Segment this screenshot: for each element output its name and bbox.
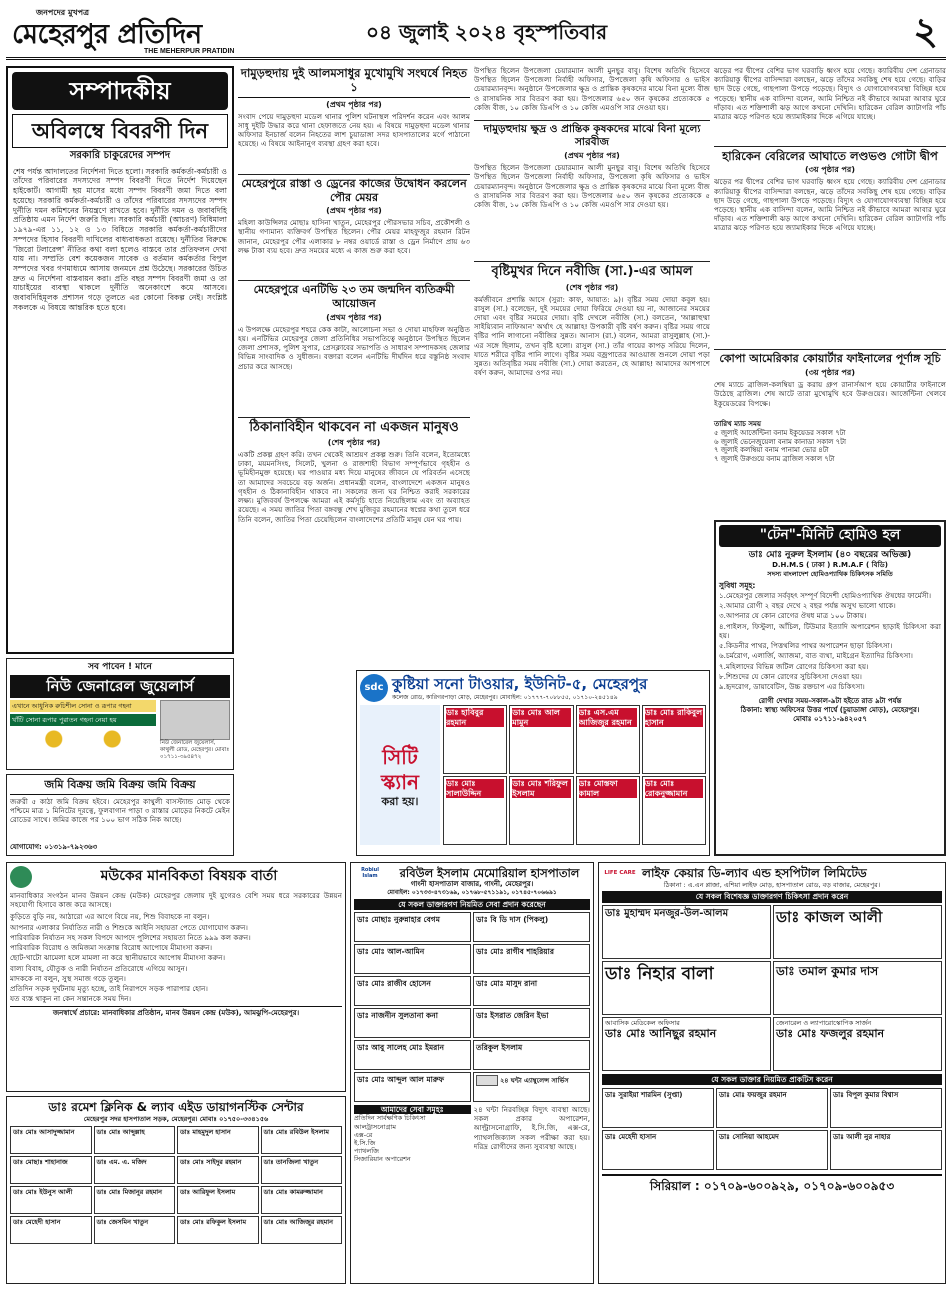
robiul-phone: মোবাইল: ০১৭৩৩-৪৭৩১৬৯, ০১৭৬৮-৫৭১১৯১, ০১৭৪৫-৭০৬৬৯১	[387, 889, 557, 897]
sdc-big1: সিটি	[382, 745, 418, 769]
robiul-hospital-ad	[350, 862, 594, 1284]
lifecare-address: ঠিকানা : এ.এন প্লাজা, এশিয়া লাইফ মোড়, হাসপাতাল রোড, বড় বাজার, মেহেরপুর।	[663, 881, 881, 889]
homeo-title: "টেন"-মিনিট হোমিও হল	[719, 525, 941, 547]
ambulance-icon	[476, 1075, 498, 1086]
robiul-doctor: ডাঃ মোছাঃ নুরুন্নাহার বেগম	[354, 912, 471, 942]
sdc-address: কলেজ রোড, কারিগরপাড়া মোড়, মেহেরপুর। মোবাইল: ০১৭৭৭-৭০৮৮৫৫, ০১৭১০-২৪৫১৪৯	[392, 693, 618, 701]
human-rights-point: আপনার এলাকার নির্যাতিত নারী ও শিশুকে আইনি সহায়তা পেতে যোগাযোগ করুন।	[10, 922, 248, 932]
editorial-label: সম্পাদকীয়	[12, 72, 228, 110]
masthead	[6, 6, 946, 60]
masthead-name: মেহেরপুর প্রতিদিন	[12, 19, 202, 50]
article-homeless-headline: ঠিকানাবিহীন থাকবেন না একজন মানুষও	[249, 419, 459, 435]
ramesh-subtitle: মেহেরপুর সদর হাসপাতাল সড়ক, মেহেরপুর। মোবাঃ ০১৭৫০-৩৩৪১৫৬	[83, 1115, 269, 1123]
robiul-service: এক্স-রে	[354, 1130, 373, 1139]
ramesh-doctor: ডাঃ আরিফুল ইসলাম	[177, 1186, 259, 1214]
robiul-service: প্রতিদিন সার্বক্ষণিক চিকিৎসা	[354, 1114, 426, 1123]
homeo-item: ১.মেহেরপুর জেলার সর্ববৃহৎ সম্পূর্ণ বিদেশী হোমিওপ্যাথিক ঔষধের ফার্মেসী।	[719, 591, 932, 600]
ramesh-doctor: ডাঃ মোঃ কামরুজ্জামান	[261, 1186, 343, 1214]
robiul-doctor: ডাঃ মোঃ আব্দুল আল মারুফ	[354, 1072, 471, 1102]
article-collision-headline: দামুড়হুদায় দুই আলমসাধুর মুখোমুখি সংঘর্ষে নিহত ১	[238, 66, 470, 98]
doctor-name: ডাঃ নিহার বালা	[605, 963, 714, 984]
ramesh-clinic-ad	[6, 1096, 346, 1284]
homeo-ad	[714, 520, 946, 856]
gold-ornament-icon	[10, 728, 156, 750]
human-rights-point: মাদককে না বলুন, সুস্থ সমাজ গড়ে তুলুন।	[10, 973, 126, 983]
col3-top-text: উপস্থিত ছিলেন উপজেলা চেয়ারম্যান আলী মুনছুর বাবু। বিশেষ অতিথি হিসেবে উপস্থিত ছিলেন উপজেলা নির্বাহী অফিসার, উপজেলা কৃষি অফিসার ও ভাইস চেয়ারম্যানবৃন্দ। অনুষ্ঠানে উপজেলার ক্ষুদ্র ও প্রান্তিক কৃষকদের মাঝে বিনা মূল্যে বীজ ও রাসায়নিক সার বিতরণ করা হয়। উপজেলার ৬৫০ জন কৃষকের প্রত্যেককে ৫ কেজি বীজ, ১০ কেজি ডিএপি ও ১০ কেজি এমওপি সার দেওয়া হয়।	[474, 66, 710, 112]
editorial-column	[6, 66, 234, 654]
homeo-degree: D.H.M.S ( ঢাকা ) R.M.A.F ( বিডি)	[772, 560, 888, 569]
ramesh-doctor: ডাঃ মোঃ সাইদুর রহমান	[177, 1156, 259, 1184]
homeo-item: ৬.চর্মরোগ, এলার্জি, অ্যাজমা, বাত ব্যথা, মাইগ্রেন ইত্যাদির চিকিৎসা।	[719, 651, 913, 661]
doctor-name: ডাঃ মোঃ রাকিবুল হাসান	[644, 708, 703, 727]
article-seed-body: উপস্থিত ছিলেন উপজেলা চেয়ারম্যান আলী মুনছুর বাবু। বিশেষ অতিথি হিসেবে উপস্থিত ছিলেন উপজেলা নির্বাহী অফিসার, উপজেলা কৃষি অফিসার ও ভাইস চেয়ারম্যানবৃন্দ। অনুষ্ঠানে উপজেলার ক্ষুদ্র ও প্রান্তিক কৃষকদের মাঝে বিনা মূল্যে বীজ ও রাসায়নিক সার বিতরণ করা হয়। উপজেলার ৬৫০ জন কৃষকের প্রত্যেককে ৫ কেজি বীজ, ১০ কেজি ডিএপি ও ১০ কেজি এমওপি সার দেওয়া হয়।	[474, 163, 710, 210]
sdc-doctor	[576, 776, 640, 845]
land-contact: যোগাযোগ: ০১৩১৯-৭৯২৩৬৩	[10, 842, 98, 851]
homeo-item: ৫.কিডনীর পাথর, পিত্তথলির পাথর অপারেশন ছাড়া চিকিৎসা।	[719, 641, 893, 651]
ramesh-doctor: ডাঃ মাহমুদুল হাসান	[177, 1126, 259, 1154]
ramesh-title: ডাঃ রমেশ ক্লিনিক & ল্যাব এইড ডায়াগনস্টিক সেন্টার	[48, 1100, 304, 1114]
robiul-doctor: ডাঃ মোঃ আল-আমিন	[354, 944, 471, 974]
ramesh-doctor: ডাঃ মোঃ রবিউল ইসলাম	[261, 1126, 343, 1154]
human-rights-point: কুড়িতে বুড়ি নয়, আঠারো এর আগে বিয়ে নয়, শিশু বিবাহকে না বলুন।	[10, 912, 210, 922]
robiul-service: প্যাথলজি	[354, 1146, 379, 1155]
homeo-item: ৯.হৃদরোগ, ডায়াবেটিস, উচ্চ রক্তচাপ এর চিকিৎসা।	[719, 681, 865, 691]
article-hurricane-headline: হারিকেন বেরিলের আঘাতে লণ্ডভণ্ড গোটা দ্বীপ	[722, 149, 938, 163]
sdc-doctor	[443, 705, 507, 774]
masthead-name-en: THE MEHERPUR PRATIDIN	[144, 48, 235, 55]
sdc-doctor	[509, 776, 573, 845]
robiul-doctor: ডাঃ আবু সালেহ মোঃ ইমরান	[354, 1040, 471, 1070]
continued-ref: (শেষ পৃষ্ঠার পর)	[327, 438, 381, 447]
robiul-service: আলট্রাসনোগ্রাম	[354, 1122, 396, 1131]
sdc-ad	[356, 670, 710, 856]
homeo-item: ৭.মহিলাদের বিভিন্ন জটিল রোগের চিকিৎসা করা হয়।	[719, 661, 869, 671]
ramesh-doctor: ডাঃ মোছাঃ শাহানাজ	[10, 1156, 92, 1184]
robiul-doctor: ডাঃ বি ডি দাস (পিকলু)	[473, 912, 590, 942]
article-rain-headline: বৃষ্টিমুখর দিনে নবীজি (সা.)-এর আমল	[491, 264, 693, 280]
robiul-doctor: ডাঃ মোঃ রাজীব হোসেন	[354, 976, 471, 1006]
ramesh-doctor: ডাঃ জেসমিন খাতুন	[94, 1216, 176, 1244]
sdc-doctor	[642, 705, 706, 774]
article-copa-headline: কোপা আমেরিকার কোয়ার্টার ফাইনালের পূর্ণাঙ্গ সূচি	[719, 352, 941, 366]
ramesh-doctor: ডাঃ তানজিলা খাতুন	[261, 1156, 343, 1184]
doctor-name: ডাঃ মুহাম্মদ মনজুর-উল-আলম	[605, 907, 729, 919]
copa-fixture: ৭ জুলাই কলম্বিয়া বনাম পানামা ভোর ৪টা	[714, 446, 829, 455]
robiul-doctor: ডাঃ নাজনীন সুলতানা কনা	[354, 1008, 471, 1038]
lifecare-doctor	[773, 905, 942, 959]
robiul-address: গাংনী হাসপাতাল বাজার, গাংনী, মেহেরপুর।	[410, 880, 534, 889]
lifecare-doctor	[773, 961, 942, 1015]
lifecare-doctor	[602, 905, 771, 959]
article-collision-body: সংবাদ পেয়ে দামুড়হুদা মডেল থানার পুলিশ ঘটনাস্থল পরিদর্শন করেন এবং আলম সাধু দুইটি উদ্ধার করে থানা হেফাজতে নেয় হয়। এ বিষয়ে দামুড়হুদা মডেল থানার অফিসার ইনচার্জ বলেন নিহতের লাশ চুয়াডাঙ্গা সদর হাসপাতালের মর্গে পাঠানো হয়েছে। এ বিষয়ে আইনানুগ ব্যবস্থা গ্রহণ করা হবে।	[238, 111, 470, 149]
lifecare-small-doctor: ডাঃ সুরাইয়া শারমিন (সুপ্তা)	[602, 1088, 714, 1128]
jewellers-top: সব পাবেন ! মানে	[88, 662, 152, 672]
robiul-logo-icon: Robiul Islam	[361, 866, 379, 880]
ramesh-doctor: ডাঃ মোঃ মিজানুর রহমান	[94, 1186, 176, 1214]
lifecare-ad	[598, 862, 946, 1284]
doctor-name: ডাঃ এস.এম আজিজুর রহমান	[579, 708, 637, 727]
ramesh-doctor: ডাঃ মোঃ রফিকুল ইসলাম	[177, 1216, 259, 1244]
ramesh-doctor: ডাঃ মোঃ আসাদুজ্জামান	[10, 1126, 92, 1154]
human-rights-point: পারিবারিক বিরোধ ও জমিজমা সংক্রান্ত বিরোধ আপোষে মীমাংসা করুন।	[10, 943, 213, 953]
robiul-banner: যে সকল ডাক্তারগণ নিয়মিত সেবা প্রদান করেছেন	[354, 899, 590, 910]
ramesh-doctor: ডাঃ এম. এ. মজিদ	[94, 1156, 176, 1184]
lifecare-phone: সিরিয়াল : ০১৭০৯-৬০০৯২৯, ০১৭০৯-৬০০৯৫৩	[602, 1174, 942, 1194]
article-hurricane-body: ঝড়ের পর দ্বীপের বেশির ভাগ ঘরবাড়ি ধ্বংস হয়ে গেছে। ক্যারিবীয় দেশ গ্রেনাডার ক্যারিয়াকু দ্বীপের বাসিন্দারা বলছেন, ঝড়ে তাঁদের সবকিছু শেষ হয়ে গেছে। বাড়ির ছাদ উড়ে গেছে, গাছপালা উপড়ে পড়েছে। বিদ্যুৎ ও যোগাযোগব্যবস্থা বিচ্ছিন্ন হয়ে পড়েছে। স্থানীয় এক বাসিন্দা বলেন, আমি নিশ্চিত নই কীভাবে আমরা আবার ঘুরে দাঁড়াব। এত শক্তিশালী ঝড় আগে কখনো দেখিনি। হারিকেন বেরিল ক্যাটাগরি পাঁচ মাত্রার ঝড়ে পরিণত হয়ে জ্যামাইকার দিকে এগিয়ে যাচ্ছে।	[714, 177, 946, 233]
ramesh-doctor: ডাঃ মোঃ আব্দুল্লাহ	[94, 1126, 176, 1154]
ct-scan-block	[360, 705, 440, 845]
article-road-headline: মেহেরপুরে রাস্তা ও ড্রেনের কাজের উদ্বোধন করলেন পৌর মেয়র	[241, 176, 467, 204]
lifecare-title: লাইফ কেয়ার ডি-ল্যাব এন্ড হসপিটাল লিমিটেড	[642, 866, 867, 880]
article-ntv-headline: মেহেরপুরে এনটিভি ২৩ তম জন্মদিন ব্যতিক্রমী আয়োজন	[253, 283, 455, 310]
copa-fixture: ৬ জুলাই ভেনেজুয়েলা বনাম কানাডা সকাল ৭টা	[714, 437, 847, 446]
human-rights-ad	[6, 862, 346, 1092]
news-column-4	[714, 66, 946, 516]
lifecare-small-doctor: ডাঃ সোনিয়া আহমেদ	[716, 1130, 828, 1170]
doctor-name: ডাঃ তমাল কুমার দাস	[776, 963, 879, 978]
masthead-date: ০৪ জুলাই ২০২৪ বৃহস্পতিবার	[366, 20, 608, 44]
page-number: ২	[913, 9, 938, 53]
continued-ref: (শেষ পৃষ্ঠার পর)	[565, 282, 619, 292]
sdc-doctor	[443, 776, 507, 845]
doctor-name: ডাঃ হাবিবুর রহমান	[446, 708, 504, 727]
lifecare-doctor	[602, 961, 771, 1015]
editorial-body: শেষ পর্যন্ত আদালতের নির্দেশনা দিতে হলো। সরকারি কর্মকর্তা-কর্মচারী ও তাঁদের পরিবারের সদস্যদের সম্পদ বিবরণী দিতে নির্দেশ দিয়েছেন হাইকোর্ট। আগামী ছয় মাসের মধ্যে সম্পদ বিবরণী জমা দিতে বলা হয়েছে। সরকারি কর্মকর্তা-কর্মচারী ও তাঁদের পরিবারের সদস্যদের সম্পদ দুর্নীতি দমন কমিশনের নিয়ন্ত্রণে রাখতে হবে। দুর্নীতি দমন ও জবাবদিহি প্রতিষ্ঠায় এমন নির্দেশ জরুরি ছিল। সরকারি কর্মচারী (আচরণ) বিধিমালা ১৯৭৯-এর ১১, ১২ ও ১৩ বিধিতে সরকারি কর্মকর্তা-কর্মচারীদের সম্পদের হিসাব বিবরণী দাখিলের বাধ্যবাধকতা রয়েছে। দুর্নীতির বিরুদ্ধে 'জিরো টলারেন্স' নীতির কথা বলা হলেও বাস্তবে তার প্রতিফলন দেখা যায় না। সম্প্রতি বেশ কয়েকজন সাবেক ও বর্তমান কর্মকর্তার বিপুল সম্পদের খবর গণমাধ্যমে আসায় জনমনে প্রশ্ন উঠেছে। সরকারের উচিত দ্রুত এ নির্দেশনা বাস্তবায়ন করা। প্রতি বছর সম্পদ বিবরণী জমা ও তা যাচাইয়ের ব্যবস্থা থাকলে দুর্নীতি অনেকাংশে কমে আসবে। জবাবদিহিমূলক প্রশাসন গড়ে তুলতে এর কোনো বিকল্প নেই। সংশ্লিষ্ট সকলকে এ বিষয়ে আন্তরিক হতে হবে।	[13, 166, 227, 312]
robiul-notes: ২৪ ঘন্টা নিরবচ্ছিন্ন বিদ্যুৎ ব্যবস্থা আছে। সকল প্রকার অপারেশন, আল্ট্রাসনোগ্রাফি, ই.সি.জি, এক্স-রে, প্যাথলজিক্যাল সকল পরীক্ষা করা হয়। দরিদ্র রোগীদের জন্য সুব্যবস্থা আছে।	[473, 1105, 590, 1151]
robiul-title: রবিউল ইসলাম মেমোরিয়াল হাসপাতাল	[399, 866, 580, 880]
doctor-name: ডাঃ মোঃ আনিছুর রহমান	[605, 1027, 717, 1041]
continued-ref: (৩য় পৃষ্ঠার পর)	[805, 368, 855, 378]
lifecare-small-doctor: ডাঃ মোঃ ফয়জুর রহমান	[716, 1088, 828, 1128]
homeo-item: ৩.আপনার যে কোন রোগের ঔষধ মাত্র ১০০ টাকায়।	[719, 611, 867, 621]
land-title: জমি বিক্রয় জমি বিক্রয় জমি বিক্রয়	[10, 778, 230, 795]
lifecare-small-doctor: ডাঃ আলী নুর নাহার	[830, 1130, 942, 1170]
editorial-headline: অবিলম্বে বিবরণী দিন	[12, 114, 228, 148]
jewellers-ad	[6, 658, 234, 770]
lifecare-doctor	[773, 1017, 942, 1071]
lifecare-small-doctor: ডাঃ মেহেদী হাসান	[602, 1130, 714, 1170]
sdc-title: কুষ্টিয়া সনো টাওয়ার, ইউনিট-৫, মেহেরপুর	[392, 674, 648, 693]
robiul-doctor: তরিকুল ইসলাম	[473, 1040, 590, 1070]
copa-fixture: ৫ জুলাই আর্জেন্টিনা বনাম ইকুয়েডর সকাল ৭টা	[714, 428, 846, 437]
homeo-item: ২.আমার রোগী ২ বছর দেখে ২ বছর পর্যন্ত অসুখ ভালো থাকে।	[719, 601, 896, 611]
article-ntv-body: এ উপলক্ষে মেহেরপুর শহরে কেক কাটা, আলোচনা সভা ও দোয়া মাহফিল অনুষ্ঠিত হয়। এনটিভির মেহেরপুর জেলা প্রতিনিধির সভাপতিত্বে অনুষ্ঠানে উপস্থিত ছিলেন জেলা প্রশাসক, পুলিশ সুপার, প্রেসক্লাবের সভাপতি ও সাধারণ সম্পাদকসহ জেলার বিভিন্ন সাংবাদিক ও সুধীজন। বক্তারা বলেন এনটিভি দীর্ঘদিন ধরে বস্তুনিষ্ঠ সংবাদ প্রচার করে আসছে।	[238, 324, 470, 371]
doctor-name: ডাঃ মোঃ আল মামুন	[512, 708, 570, 727]
sdc-big3: করা হয়।	[381, 795, 419, 808]
homeo-item: ৮.শিশুদের যে কোন রোগের সুচিকিৎসা দেওয়া হয়।	[719, 671, 862, 681]
sdc-big2: স্ক্যান	[381, 770, 419, 794]
homeo-address: ঠিকানা: স্বাস্থ্য অফিসের উত্তর পার্শ্বে (চুয়াডাঙ্গা মোড়), মেহেরপুর।	[740, 705, 920, 714]
continued-ref: (প্রথম পৃষ্ঠার পর)	[564, 151, 620, 161]
jewellers-line2: খাঁটি সোনা রূপার পুরাতন গহনা নেয়া হয়	[10, 714, 156, 726]
robiul-doctor: ডাঃ মোঃ মাসুদ রানা	[473, 976, 590, 1006]
news-column-3	[474, 66, 710, 666]
robiul-doctor: ডাঃ ইসরাত জেরিন ইভা	[473, 1008, 590, 1038]
jewellers-name: নিউ জেনারেল জুয়েলার্স	[10, 675, 230, 698]
sdc-doctor	[642, 776, 706, 845]
homeo-item: ৪.পাইলস, ফিস্টুলা, আঁচিল, টিউমার ইত্যাদি অপারেশন ছাড়াই চিকিৎসা করা হয়।	[719, 621, 941, 640]
human-rights-title: মউকের মানবিকতা বিষয়ক বার্তা	[100, 868, 278, 885]
doctor-name: ডাঃ মোঃ ফজলুর রহমান	[776, 1027, 885, 1041]
doctor-name: ডাঃ মোঃ সালাউদ্দিন	[446, 779, 504, 798]
human-rights-point: যত ব্যস্ত থাকুন না কেন সন্তানকে সময় দিন।	[10, 994, 132, 1004]
continued-ref: (প্রথম পৃষ্ঠার পর)	[326, 99, 382, 109]
robiul-services-title: আমাদের সেবা সমূহঃ	[354, 1105, 471, 1114]
human-rights-point: প্রতিদিন সড়ক দুর্ঘটনায় মৃত্যু হচ্ছে, তাই নিরাপদে সড়ক পারাপার হোন।	[10, 983, 208, 993]
land-sale-ad	[6, 774, 234, 856]
col4-top-text: ঝড়ের পর দ্বীপের বেশির ভাগ ঘরবাড়ি ধ্বংস হয়ে গেছে। ক্যারিবীয় দেশ গ্রেনাডার ক্যারিয়াকু দ্বীপের বাসিন্দারা বলছেন, ঝড়ে তাঁদের সবকিছু শেষ হয়ে গেছে। বাড়ির ছাদ উড়ে গেছে, গাছপালা উপড়ে পড়েছে। বিদ্যুৎ ও যোগাযোগব্যবস্থা বিচ্ছিন্ন হয়ে পড়েছে। স্থানীয় এক বাসিন্দা বলেন, আমি নিশ্চিত নই কীভাবে আমরা আবার ঘুরে দাঁড়াব। এত শক্তিশালী ঝড় আগে কখনো দেখিনি। হারিকেন বেরিল ক্যাটাগরি পাঁচ মাত্রার ঝড়ে পরিণত হয়ে জ্যামাইকার দিকে এগিয়ে যাচ্ছে।	[714, 66, 946, 122]
org-logo-icon	[10, 866, 32, 888]
sdc-logo-icon: sdc	[360, 674, 388, 702]
human-rights-point: পারিবারিক নির্যাতন সহ সকল বিপদে আপদে পুলিশের সহায়তা নিতে ৯৯৯ কল করুন।	[10, 932, 251, 942]
continued-ref: (৩য় পৃষ্ঠার পর)	[805, 165, 855, 175]
sdc-doctor	[509, 705, 573, 774]
ambulance-block	[473, 1072, 590, 1102]
article-copa-body: শেষ ম্যাচে ব্রাজিল-কলম্বিয়া ড্র করায় গ্রুপ রানার্সআপ হয়ে কোয়ার্টার ফাইনালে উঠেছে ব্রাজিল। শেষ আটে তারা মুখোমুখি হবে উরুগুয়ের। আর্জেন্টিনা খেলবে ইকুয়েডরের বিপক্ষে।	[714, 380, 946, 408]
jewellers-contact: নিউ জেনারেল জুয়েলার্স, কাথুলী রোড, মেহেরপুর। মোবাঃ ০১৭১১-৩৯৫৪৭২	[160, 740, 230, 760]
human-rights-intro: মানবাধিকার সংগঠন মানব উন্নয়ন কেন্দ্র (মউক) মেহেরপুর জেলায় দুই যুগেরও বেশি সময় ধরে সরকারের উন্নয়ন সহযোগী হিসাবে কাজ করে আসছে।	[10, 891, 342, 910]
lifecare-small-doctor: ডাঃ বিপুল কুমার বিশ্বাস	[830, 1088, 942, 1128]
homeo-doctor: ডাঃ মোঃ নুরুল ইসলাম (৪০ বছরের অভিজ্ঞ)	[748, 549, 912, 560]
sdc-doctor	[576, 705, 640, 774]
doctor-name: ডাঃ মোঃ শরিফুল ইসলাম	[512, 779, 570, 798]
homeo-hours: রোগী দেখার সময়-সকাল-৯টা হইতে রাত ৯টা পর্যন্ত	[758, 697, 902, 706]
copa-fixtures-title: তারিখ ম্যাচ সময়	[714, 420, 761, 429]
copa-fixture: ৭ জুলাই উরুগুয়ে বনাম ব্রাজিল সকাল ৭টা	[714, 455, 835, 464]
continued-ref: (প্রথম পৃষ্ঠার পর)	[326, 206, 382, 216]
lifecare-banner2: যে সকল ডাক্তার নিয়মিত প্রাকটিস করেন	[602, 1074, 942, 1085]
ramesh-doctor: ডাঃ মেহেদী হাসান	[10, 1216, 92, 1244]
homeo-facility-title: সুবিধা সমূহ:	[719, 580, 756, 590]
lifecare-logo-icon: LIFE CARE	[604, 870, 636, 877]
doctor-role: জেনারেল ও ল্যাপারোস্কোপিক সার্জন	[776, 1018, 872, 1027]
article-rain-body: কর্মজীবনে প্রশান্তি আসে (সুরা: কাফ, আয়াত: ৯)। বৃষ্টির সময় দোয়া কবুল হয়। রাসুল (সা.) বলেছেন, দুই সময়ের দোয়া ফিরিয়ে দেওয়া হয় না, আজানের সময়ের দোয়া এবং বৃষ্টির সময়ের দোয়া। বৃষ্টি দেখলে নবীজি (সা.) বলতেন, 'আল্লাহুম্মা সাইয়্যিবান নাফিআন' অর্থাৎ হে আল্লাহ! উপকারী বৃষ্টি বর্ষণ করুন। বৃষ্টির সময় গায়ে বৃষ্টির পানি লাগানো নবীজির সুন্নত। আনাস (রা.) বলেন, আমরা রাসুলুল্লাহ (সা.)-এর সঙ্গে ছিলাম, তখন বৃষ্টি হলো। রাসুল (সা.) তাঁর গায়ের কাপড় সরিয়ে দিলেন, যাতে শরীরে বৃষ্টির পানি লাগে। বৃষ্টির সময় বজ্রপাতের আওয়াজ শুনলে দোয়া পড়া সুন্নত। অতিবৃষ্টির সময় নবীজি (সা.) দোয়া করতেন, হে আল্লাহ! আমাদের আশপাশে বর্ষণ করুন, আমাদের ওপর নয়।	[474, 294, 710, 378]
lifecare-doctor	[602, 1017, 771, 1071]
robiul-doctor: ডাঃ মোঃ রাগীব শাহরিয়ার	[473, 944, 590, 974]
article-homeless-body: একটি প্রকল্প গ্রহণ করি। তখন থেকেই আশ্রয়ণ প্রকল্প শুরু। তিনি বলেন, ইতোমধ্যে ঢাকা, ময়মনসিংহ, সিলেট, খুলনা ও রাজশাহী বিভাগ সম্পূর্ণভাবে গৃহহীন ও ভূমিহীনমুক্ত হয়েছে। ঘর পাওয়ার মধ্য দিয়ে মানুষের জীবনে যে পরিবর্তন এসেছে তা আমাদের সবচেয়ে বড় অর্জন। প্রধানমন্ত্রী বলেন, বাংলাদেশে একজন মানুষও গৃহহীন ও ঠিকানাবিহীন থাকবে না। সকলের জন্য ঘর নিশ্চিত করাই সরকারের লক্ষ্য। মুজিববর্ষ উপলক্ষে আমরা এই কর্মসূচি হাতে নিয়েছিলাম এবং তা অব্যাহত রয়েছে। এ সময় জাতির পিতা বঙ্গবন্ধু শেখ মুজিবুর রহমানের স্বপ্নের কথা তুলে ধরে তিনি বলেন, জাতির পিতা চেয়েছিলেন বাংলাদেশের প্রতিটি মানুষ যেন ঘর পায়।	[238, 450, 470, 524]
continued-ref: (প্রথম পৃষ্ঠার পর)	[326, 312, 382, 322]
masthead-tagline: জনপদের মুখপত্র	[36, 8, 89, 17]
human-rights-point: ছোট-খাটো ঝামেলা হলে মামলা না করে স্থানীয়ভাবে আপোষ মীমাংসা করুন।	[10, 953, 226, 963]
homeo-member: সদস্য বাংলাদেশ হোমিওপ্যাথিক চিকিৎসক সমিতি	[767, 569, 893, 578]
doctor-role: আবাসিক মেডিকেল অফিসার	[605, 1018, 680, 1027]
land-body: জরুরী ৫ কাঠা জমি বিক্রয় হইবে। মেহেরপুর কাথুলী বাসস্ট্যান্ড মোড় থেকে পশ্চিমে মাত্র ১ মিনিটের দূরত্বে, ফুলবাগান পাড়া ৩ রাস্তার মোড়ের নিকটে মেইন রোডের সাথে। জমির কাজে পর ১০০ ভাগ সঠিক নিক আছে।	[10, 796, 230, 825]
editorial-subhead: সরকারি চাকুরেদের সম্পদ	[69, 150, 171, 162]
article-seed-headline: দামুড়হুদায় ক্ষুদ্র ও প্রান্তিক কৃষকদের মাঝে বিনা মূল্যে সারবীজ	[483, 123, 701, 149]
human-rights-footer: জনস্বার্থে প্রচারে: মানবাধিকার প্রতিষ্ঠান, মানব উন্নয়ন কেন্দ্র (মউক), আমঝুপি-মেহেরপুর।	[10, 1006, 342, 1018]
lifecare-banner: যে সকল বিশেষজ্ঞ ডাক্তারগণ চিকিৎসা প্রদান করেন	[602, 891, 942, 902]
ramesh-doctor: ডাঃ মোঃ ইউনুস আলী	[10, 1186, 92, 1214]
article-road-body: মহিলা কাউন্সিলর মোছাঃ হাসিনা খাতুন, মেহেরপুর পৌরসভার সচিব, প্রকৌশলী ও স্থানীয় গণ্যমান্য ব্যক্তিবর্গ উপস্থিত ছিলেন। পৌর মেয়র মাহফুজুর রহমান রিটন জানান, মেহেরপুর পৌর এলাকার ৮ নম্বর ওয়ার্ডে রাস্তা ও ড্রেন নির্মাণে প্রায় ৬৩ লক্ষ টাকা ব্যয় হবে। দ্রুত সময়ের মধ্যে এ কাজ শুরু করা হবে।	[238, 218, 470, 255]
robiul-service: ই.সি.জি	[354, 1138, 376, 1147]
homeo-phone: মোবাঃ ০১৭১১-৯৪২০৫৭	[793, 714, 867, 723]
ambulance-label: ২৪ ঘন্টা এ্যাম্বুলেন্স সার্ভিস	[500, 1076, 569, 1085]
human-rights-point: বাল্য বিবাহ, যৌতুক ও নারী নির্যাতন প্রতিরোধে এগিয়ে আসুন।	[10, 963, 188, 973]
doctor-name: ডাঃ মোঃ রোকনুজ্জামান	[645, 779, 703, 798]
doctor-name: ডাঃ কাজল আলী	[776, 907, 883, 926]
owner-photo	[160, 700, 230, 740]
doctor-name: ডাঃ মোস্তফা কামাল	[579, 779, 637, 798]
robiul-service: সিজারিয়ান অপারেশন	[354, 1155, 411, 1163]
ramesh-doctor: ডাঃ মোঃ আজিজুর রহমান	[261, 1216, 343, 1244]
jewellers-line1: এখানে আধুনিক রুচিশীল সোনা ও রূপার গহনা	[10, 700, 156, 712]
